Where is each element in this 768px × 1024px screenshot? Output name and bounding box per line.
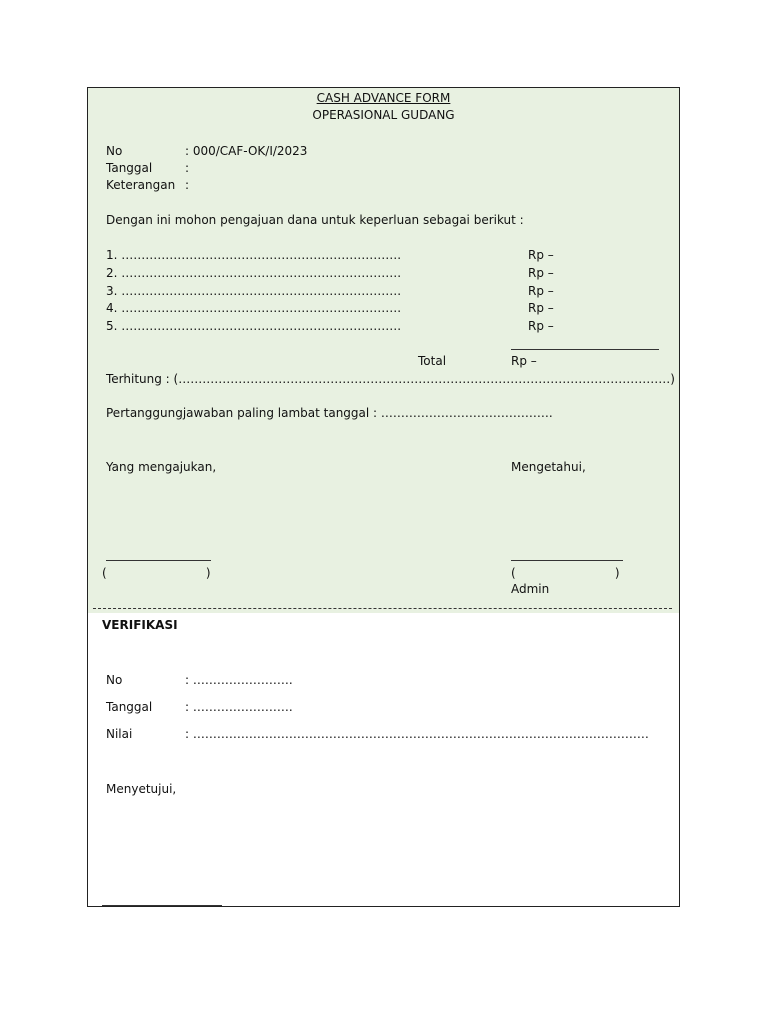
- terhitung-field: Terhitung : (……………………………………………………………………………………………………………): [106, 372, 675, 386]
- total-label: Total: [418, 354, 447, 368]
- keterangan-value: :: [185, 178, 190, 192]
- verif-nilai-label: Nilai: [106, 727, 133, 741]
- approval-signature-line: [102, 905, 222, 906]
- form-title: CASH ADVANCE FORM: [316, 91, 451, 105]
- total-amount: Rp –: [511, 354, 537, 368]
- no-value: : 000/CAF-OK/I/2023: [185, 144, 308, 158]
- item-1-text: 1. …………………………………………………………….: [106, 248, 402, 262]
- item-1-amount: Rp –: [528, 248, 554, 262]
- verif-nilai-value: : ……………………………………………………………………………………………………: [185, 727, 649, 741]
- total-rule: [511, 349, 659, 350]
- verif-no-value: : …………………….: [185, 673, 293, 687]
- intro-text: Dengan ini mohon pengajuan dana untuk keperluan sebagai berikut :: [106, 213, 524, 227]
- item-3-amount: Rp –: [528, 284, 554, 298]
- verif-tanggal-value: : …………………….: [185, 700, 293, 714]
- applicant-name-parens: ( ): [102, 566, 211, 580]
- applicant-label: Yang mengajukan,: [106, 460, 217, 474]
- acknowledger-label: Mengetahui,: [511, 460, 586, 474]
- applicant-signature-line: [106, 560, 211, 561]
- item-5-text: 5. …………………………………………………………….: [106, 319, 402, 333]
- verif-no-label: No: [106, 673, 123, 687]
- item-4-amount: Rp –: [528, 301, 554, 315]
- tanggal-value: :: [185, 161, 190, 175]
- item-5-amount: Rp –: [528, 319, 554, 333]
- tanggal-label: Tanggal: [106, 161, 153, 175]
- acknowledger-signature-line: [511, 560, 623, 561]
- verif-tanggal-label: Tanggal: [106, 700, 153, 714]
- item-2-amount: Rp –: [528, 266, 554, 280]
- item-3-text: 3. …………………………………………………………….: [106, 284, 402, 298]
- acknowledger-name-parens: ( ): [511, 566, 620, 580]
- section-divider: [93, 608, 672, 609]
- acknowledger-role: Admin: [511, 582, 550, 596]
- no-label: No: [106, 144, 123, 158]
- keterangan-label: Keterangan: [106, 178, 176, 192]
- deadline-field: Pertanggungjawaban paling lambat tanggal : …………………………………….: [106, 406, 553, 420]
- approval-label: Menyetujui,: [106, 782, 177, 796]
- item-4-text: 4. …………………………………………………………….: [106, 301, 402, 315]
- verifikasi-heading: VERIFIKASI: [102, 618, 178, 632]
- form-subtitle: OPERASIONAL GUDANG: [312, 108, 455, 122]
- item-2-text: 2. …………………………………………………………….: [106, 266, 402, 280]
